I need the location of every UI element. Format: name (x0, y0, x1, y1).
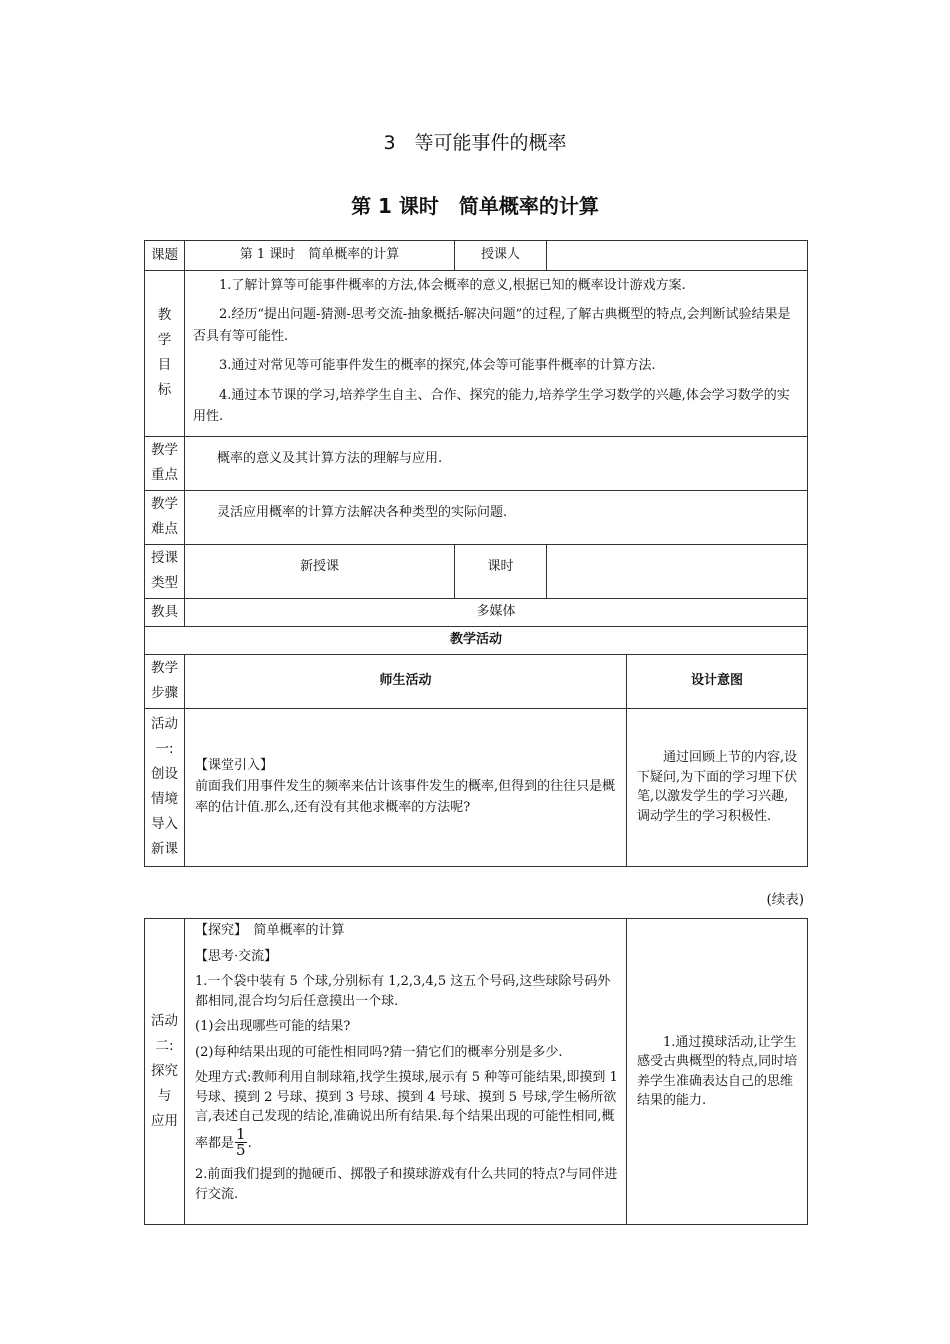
col-intent-header: 设计意图 (627, 654, 808, 708)
section-title: 3 等可能事件的概率 (383, 132, 567, 154)
method-text: 处理方式:教师利用自制球箱,找学生摸球,展示有 5 种等可能结果,即摸到 1 号球、摸到 2 号球、摸到 3 号球、摸到 4 号球、摸到 5 号球,学生畅所欲言,表述自己发现的结论,准确说出所有结果.每个结果出现的可能性相同,概率都是 $\frac{1}{5}$ . (195, 1070, 618, 1160)
activity2-label: 活动 二: 探究 与 应用 (145, 919, 185, 1225)
lesson-plan-table-continued (144, 918, 808, 1225)
continued-label: (续表) (766, 892, 804, 908)
key-label: 教学 重点 (145, 436, 185, 490)
difficult-value: 灵活应用概率的计算方法解决各种类型的实际问题. (185, 490, 808, 544)
goal-item: 4.通过本节课的学习,培养学生自主、合作、探究的能力,培养学生学习数学的兴趣,体会学习数学的实用性. (193, 387, 790, 425)
goals-label: 教 学 目 标 (145, 271, 185, 437)
col-activity-header: 师生活动 (185, 654, 627, 708)
activity1-intent: 通过回顾上节的内容,设下疑问,为下面的学习埋下伏笔,以激发学生的学习兴趣,调动学生的学习积极性. (627, 708, 808, 866)
teacher-value (547, 241, 808, 271)
hours-label: 课时 (455, 544, 547, 598)
teacher-label: 授课人 (455, 241, 547, 271)
activity1-content: 【课堂引入】 前面我们用事件发生的频率来估计该事件发生的概率,但得到的往往只是概率的估计值.那么,还有没有其他求概率的方法呢? (185, 708, 627, 866)
activity2-content: 【探究】 简单概率的计算 【思考·交流】 1.一个袋中装有 5 个球,分别标有 1,2,3,4,5 这五个号码,这些球除号码外都相同,混合均匀后任意摸出一个球. (1)会出现哪些可能的结果? (2)每种结果出现的可能性相同吗?猜一猜它们的概率分别是多少. 处理方式:教师利用自制球箱,找学生摸球,展示有 5 种等可能结果,即摸到 1 号球、摸到 2 号球、摸到 3 号球、摸到 4 号球、摸到 5 号球,学生畅所欲言,表述自己发现的结论,准确说出所有结果.每个结果出现的可能性相同,概率都是 $\frac{1}{5}$ . 2.前面我们提到的抛硬币、掷骰子和摸球游戏有什么共同的特点?与同伴进行交流. (185, 919, 627, 1225)
type-value: 新授课 (185, 544, 455, 598)
type-label: 授课 类型 (145, 544, 185, 598)
goals-content (185, 271, 808, 437)
key-value: 概率的意义及其计算方法的理解与应用. (185, 436, 808, 490)
goal-item: 3.通过对常见等可能事件发生的概率的探究,体会等可能事件概率的计算方法. (219, 358, 656, 374)
goal-item: 2.经历“提出问题-猜测-思考交流-抽象概括-解决问题”的过程,了解古典概型的特点,会判断试验结果是否具有等可能性. (193, 307, 791, 344)
topic-label: 课题 (145, 241, 185, 271)
lesson-title: 第 1 课时 简单概率的计算 (351, 194, 599, 218)
hours-value (547, 544, 808, 598)
tools-label: 教具 (145, 598, 185, 626)
steps-label: 教学 步骤 (145, 654, 185, 708)
fraction-one-fifth: $\frac{1}{5}$ (236, 1124, 246, 1160)
activity-header: 教学活动 (145, 626, 808, 654)
goal-item: 1.了解计算等可能事件概率的方法,体会概率的意义,根据已知的概率设计游戏方案. (219, 278, 686, 293)
activity1-label: 活动 一: 创设 情境 导入 新课 (145, 708, 185, 866)
topic-value: 第 1 课时 简单概率的计算 (185, 241, 455, 271)
activity2-intent: 1.通过摸球活动,让学生感受古典概型的特点,同时培养学生准确表达自己的思维结果的能力. (627, 919, 808, 1225)
tools-value: 多媒体 (185, 598, 808, 626)
difficult-label: 教学 难点 (145, 490, 185, 544)
lesson-plan-table (144, 240, 808, 867)
